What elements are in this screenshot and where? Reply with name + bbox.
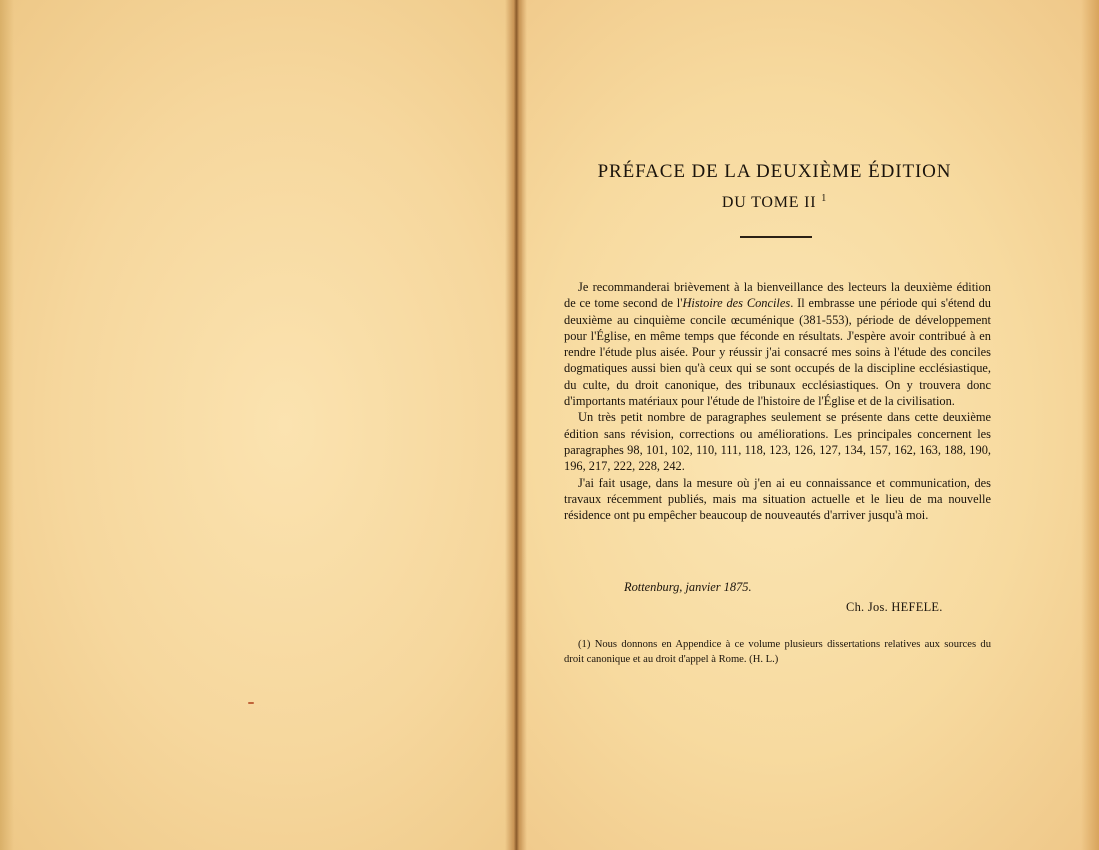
signature: Ch. Jos. HEFELE. (846, 600, 943, 614)
title-line-2 (522, 186, 1027, 216)
paragraph-3: J'ai fait usage, dans la mesure où j'en ai eu connaissance et communication, des travaux récemment publiés, mais ma situation actuelle et le lieu de ma nouvelle résidence ont pu empêcher beaucoup de nouveautés d'arriver jusqu'à moi. (564, 475, 991, 523)
book-gutter (505, 0, 527, 850)
preface-title (522, 158, 1027, 216)
title-footnote-marker: 1 (821, 193, 828, 204)
right-page-edge-shadow (1081, 0, 1099, 850)
title-line-1: PRÉFACE DE LA DEUXIÈME ÉDITION (597, 161, 952, 182)
book-title-italic: Histoire des Conciles (682, 296, 791, 311)
left-page-blank (0, 0, 518, 850)
preface-body (564, 279, 991, 523)
left-page-edge-shadow (0, 0, 14, 850)
footnote (564, 638, 991, 668)
paragraph-1 (564, 279, 991, 409)
dateline: Rottenburg, janvier 1875. (624, 580, 752, 594)
title-line-2-text: DU TOME II (721, 194, 817, 211)
paragraph-1-start: Je recommanderai brièvement à la bienveillance des lecteurs la deuxième édition de ce tome second de l' (564, 280, 991, 311)
paper-stain (248, 702, 254, 704)
footnote-text: (1) Nous donnons en Appendice à ce volume plusieurs dissertations relatives aux sources du droit canonique et au droit d'appel à Rome. (H. L.) (564, 639, 991, 665)
paragraph-1-end: . Il embrasse une période qui s'étend du deuxième au cinquième concile œcuménique (381-553), période de développement pour l'Église, en même temps que féconde en résultats. J'espère avoir contribué à en rendre l'étude plus aisée. Pour y réussir j'ai consacré mes soins à l'étude des conciles dogmatiques aussi bien qu'à ceux qui se sont occupés de la discipline ecclésiastique, du culte, du droit canonique, des tribunaux ecclésiastiques. On y trouvera donc d'importants matériaux pour l'étude de l'histoire de l'Église et de la civilisation. (564, 296, 992, 409)
paragraph-2: Un très petit nombre de paragraphes seulement se présente dans cette deuxième édition sans révision, corrections ou améliorations. Les principales concernent les paragraphes 98, 101, 102, 110, 111, 118, 123, 126, 127, 134, 157, 162, 163, 188, 190, 196, 217, 222, 228, 242. (564, 410, 991, 474)
title-divider (740, 236, 812, 238)
